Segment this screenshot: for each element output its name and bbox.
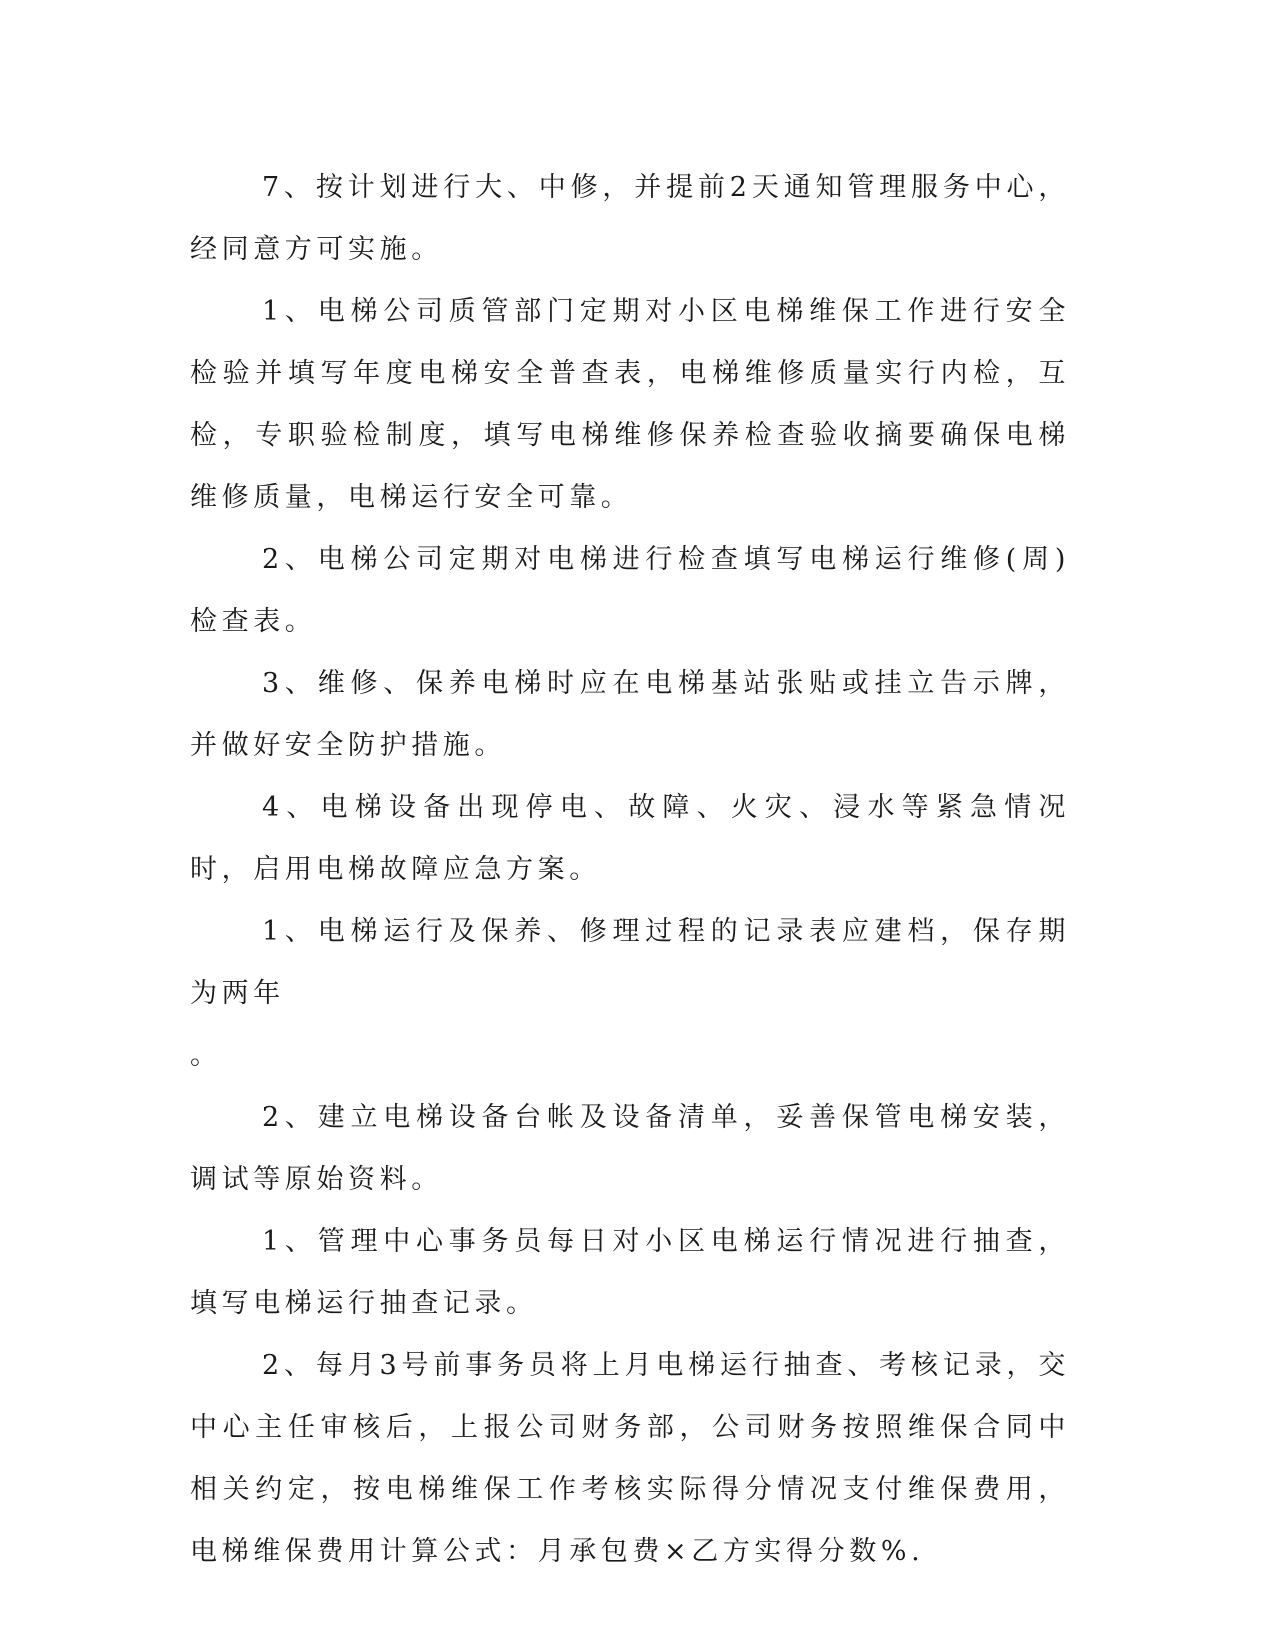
paragraph-periodic-check: 2、电梯公司定期对电梯进行检查填写电梯运行维修(周)检查表。	[190, 544, 1070, 637]
paragraph-records-archive: 1、电梯运行及保养、修理过程的记录表应建档，保存期为两年	[190, 916, 1070, 1009]
paragraph-daily-spot-check: 1、管理中心事务员每日对小区电梯运行情况进行抽查，填写电梯运行抽查记录。	[190, 1226, 1070, 1319]
paragraph-fee-payment: 2、每月3号前事务员将上月电梯运行抽查、考核记录，交中心主任审核后，上报公司财务部，公司财务按照维保合同中相关约定，按电梯维保工作考核实际得分情况支付维保费用，电梯维保费用计算公式：月承包费×乙方实得分数%.	[190, 1350, 1070, 1567]
paragraph-equipment-ledger: 2、建立电梯设备台帐及设备清单，妥善保管电梯安装，调试等原始资料。	[190, 1102, 1070, 1195]
paragraph-repair-plan: 7、按计划进行大、中修，并提前2天通知管理服务中心，经同意方可实施。	[190, 172, 1070, 265]
paragraph-quality-inspection: 1、电梯公司质管部门定期对小区电梯维保工作进行安全检验并填写年度电梯安全普查表，电梯维修质量实行内检，互检，专职验检制度，填写电梯维修保养检查验收摘要确保电梯维修质量，电梯运行安全可靠。	[190, 296, 1070, 513]
paragraph-warning-sign: 3、维修、保养电梯时应在电梯基站张贴或挂立告示牌，并做好安全防护措施。	[190, 668, 1070, 761]
paragraph-emergency-plan: 4、电梯设备出现停电、故障、火灾、浸水等紧急情况时，启用电梯故障应急方案。	[190, 792, 1070, 885]
document-body	[190, 157, 1070, 1583]
paragraph-records-archive-end: 。	[190, 1040, 222, 1071]
